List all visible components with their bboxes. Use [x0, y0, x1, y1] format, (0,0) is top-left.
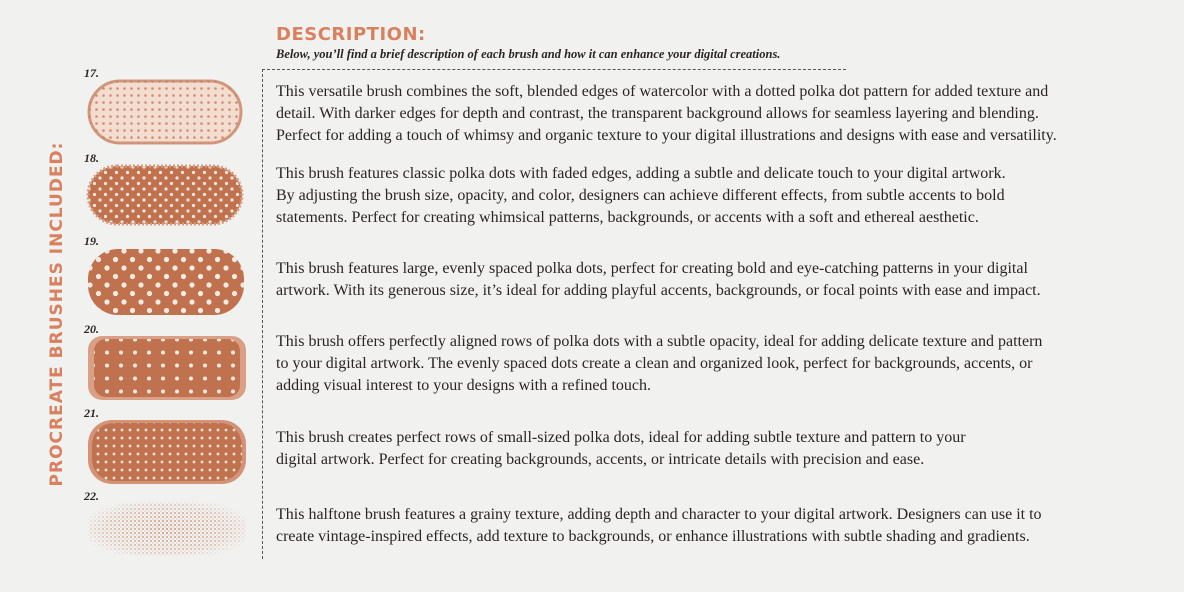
brush-swatch-17 [86, 78, 248, 146]
brush-swatch-21 [86, 418, 248, 486]
brush-number-21: 21. [84, 406, 99, 420]
brush-swatch-18 [86, 164, 248, 226]
brush-description-17: This versatile brush combines the soft, blended edges of watercolor with a dotted polka dot pattern for added texture and detail. With darker edges for depth and contrast, the transparent background allows for seamless layering and blending. Perfect for adding a touch of whimsy and organic texture to your digital illustrations and designs with ease and versatility. [276, 83, 1057, 144]
brush-number-20: 20. [84, 322, 99, 336]
brush-description-21: This brush creates perfect rows of small-sized polka dots, ideal for adding subtle texture and pattern to your digital artwork. Perfect for creating backgrounds, accents, or intricate details with precision and ease. [276, 429, 966, 468]
brush-swatch-22 [86, 500, 248, 558]
brush-description-19: This brush features large, evenly spaced polka dots, perfect for creating bold and eye-catching patterns in your digital artwork. With its generous size, it’s ideal for adding playful accents, backgrounds, or focal points with ease and impact. [276, 260, 1041, 299]
brush-swatch-20 [86, 333, 248, 403]
description-subheading: Below, you’ll find a brief description of each brush and how it can enhance your digital creations. [276, 47, 781, 61]
brush-number-18: 18. [84, 151, 99, 165]
brush-description-20: This brush offers perfectly aligned rows of polka dots with a subtle opacity, ideal for adding delicate texture and pattern to your digital artwork. The evenly spaced dots create a clean and organized look, perfect for backgrounds, accents, or adding visual interest to your designs with a refined touch. [276, 333, 1043, 394]
brush-description-22: This halftone brush features a grainy texture, adding depth and character to your digital artwork. Designers can use it to create vintage-inspired effects, add texture to backgrounds, or enhance illustrations with subtle shading and gradients. [276, 506, 1042, 545]
brush-number-19: 19. [84, 234, 99, 248]
dashed-divider-horizontal [262, 69, 846, 70]
side-title: PROCREATE BRUSHES INCLUDED: [47, 141, 67, 487]
dashed-divider-vertical [262, 69, 263, 559]
brush-number-17: 17. [84, 66, 99, 80]
brush-description-18: This brush features classic polka dots with faded edges, adding a subtle and delicate touch to your digital artwork. By adjusting the brush size, opacity, and color, designers can achieve different effects, from subtle accents to bold statements. Perfect for creating whimsical patterns, backgrounds, or accents with a soft and ethereal aesthetic. [276, 165, 1006, 226]
brush-swatch-19 [86, 247, 248, 317]
brush-number-22: 22. [84, 489, 99, 503]
description-heading: DESCRIPTION: [276, 24, 426, 45]
